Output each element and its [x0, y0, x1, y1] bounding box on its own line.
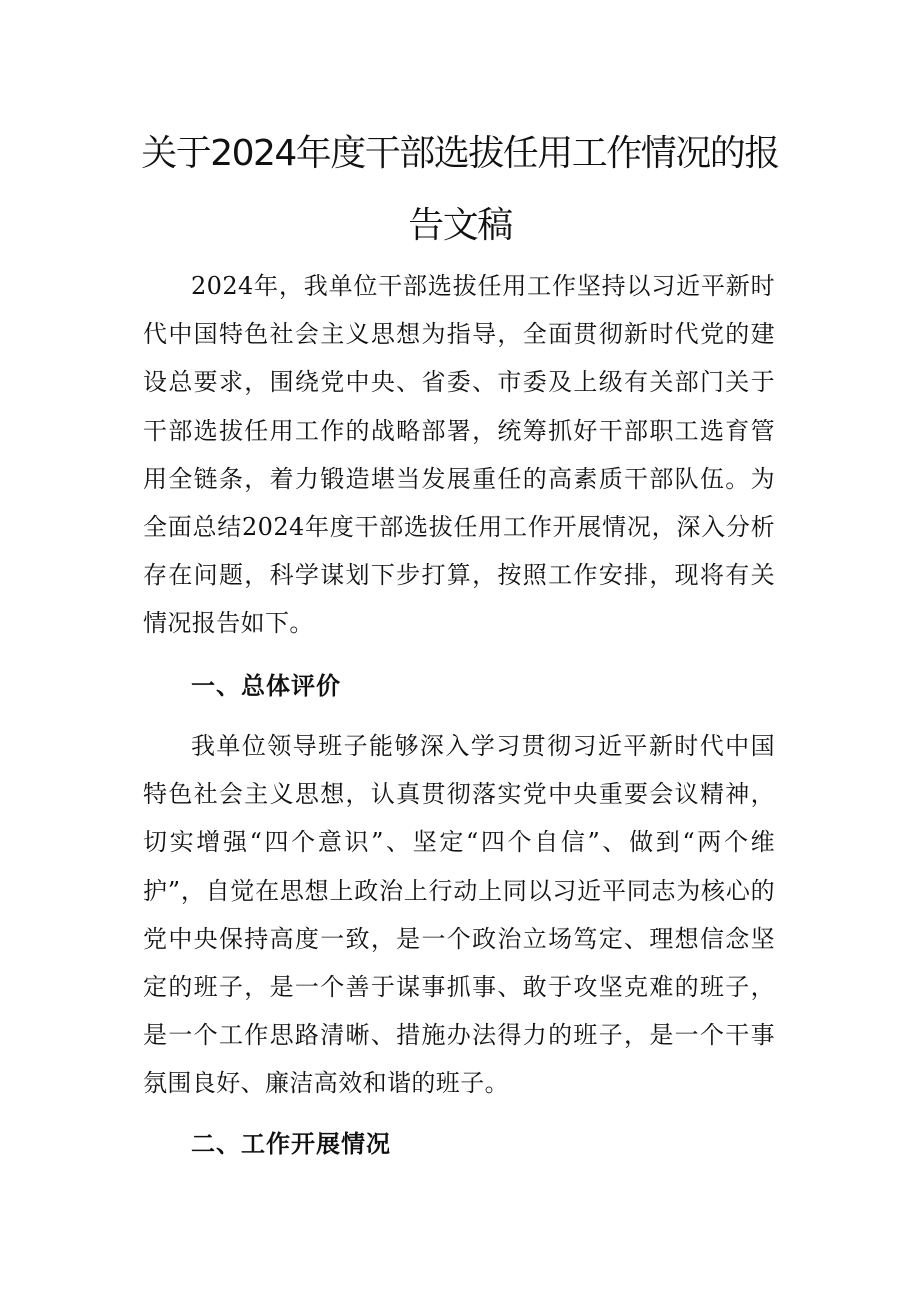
- evaluation-paragraph: 我单位领导班子能够深入学习贯彻习近平新时代中国特色社会主义思想，认真贯彻落实党中央重要会议精神，切实增强“四个意识”、坚定“四个自信”、做到“两个维护”，自觉在思想上政治上行动上同以习近平同志为核心的党中央保持高度一致，是一个政治立场笃定、理想信念坚定的班子，是一个善于谋事抓事、敢于攻坚克难的班子，是一个工作思路清晰、措施办法得力的班子，是一个干事氛围良好、廉洁高效和谐的班子。: [143, 732, 775, 1098]
- intro-paragraph: 2024年，我单位干部选拔任用工作坚持以习近平新时代中国特色社会主义思想为指导，全面贯彻新时代党的建设总要求，围绕党中央、省委、市委及上级有关部门关于干部选拔任用工作的战略部署，统筹抓好干部职工选育管用全链条，着力锻造堪当发展重任的高素质干部队伍。为全面总结2024年度干部选拔任用工作开展情况，深入分析存在问题，科学谋划下步打算，按照工作安排，现将有关情况报告如下。: [143, 272, 775, 638]
- section-heading-overall-evaluation: 一、总体评价: [191, 671, 341, 700]
- document-title: 关于2024年度干部选拔任用工作情况的报告文稿: [141, 133, 779, 246]
- section-heading-work-progress: 二、工作开展情况: [191, 1129, 391, 1158]
